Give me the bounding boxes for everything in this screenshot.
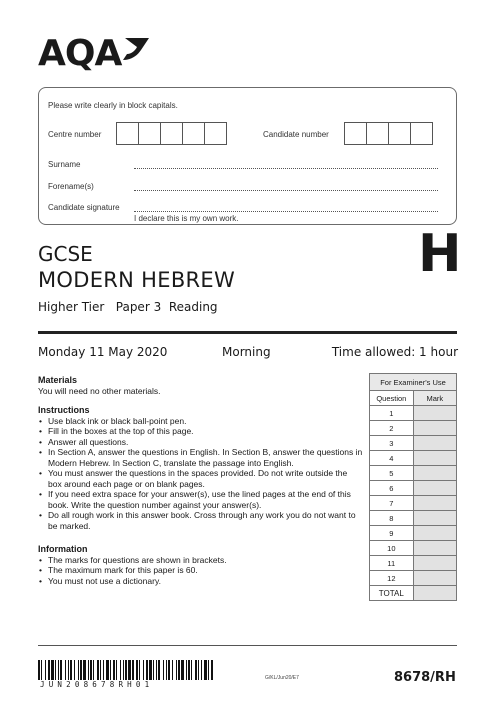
barcode-image bbox=[38, 660, 213, 680]
materials-text: You will need no other materials. bbox=[38, 385, 161, 396]
footer-divider bbox=[38, 645, 457, 646]
mark-cell[interactable] bbox=[413, 556, 456, 571]
question-number: 2 bbox=[370, 421, 414, 436]
information-list bbox=[38, 555, 363, 587]
question-number: 11 bbox=[370, 556, 414, 571]
information-section bbox=[38, 544, 363, 586]
question-number: 7 bbox=[370, 496, 414, 511]
instruction-item: • You must answer the questions in the spaces provided. Do not write outside the box around each page or on blank pages. bbox=[38, 468, 363, 489]
time-allowed: Time allowed: 1 hour bbox=[331, 345, 458, 359]
instruction-item: • Fill in the boxes at the top of this page. bbox=[38, 426, 363, 437]
declaration-text: I declare this is my own work. bbox=[134, 214, 239, 223]
examiner-use-table bbox=[369, 373, 457, 601]
question-number: 5 bbox=[370, 466, 414, 481]
candidate-number-label: Candidate number bbox=[263, 130, 329, 139]
signature-field[interactable] bbox=[134, 211, 438, 212]
barcode-text: JUN208678RH01 bbox=[40, 680, 154, 689]
instruction-item: • In Section A, answer the questions in English. In Section B, answer the questions in Modern Hebrew. In Section C, translate the passage into English. bbox=[38, 447, 363, 468]
information-item: • The marks for questions are shown in brackets. bbox=[38, 555, 363, 566]
total-mark-cell[interactable] bbox=[413, 586, 456, 601]
signature-label: Candidate signature bbox=[48, 203, 120, 212]
question-number: 3 bbox=[370, 436, 414, 451]
candidate-number-digit[interactable] bbox=[410, 122, 433, 145]
mark-column-header: Mark bbox=[413, 391, 456, 406]
paper-code: 8678/RH bbox=[394, 670, 456, 685]
total-label: TOTAL bbox=[370, 586, 414, 601]
block-capitals-prompt: Please write clearly in block capitals. bbox=[48, 101, 178, 110]
candidate-number-digit[interactable] bbox=[388, 122, 411, 145]
tier-letter: H bbox=[418, 224, 462, 284]
title-divider bbox=[38, 331, 457, 334]
instruction-item: • Answer all questions. bbox=[38, 437, 363, 448]
question-number: 4 bbox=[370, 451, 414, 466]
forenames-field[interactable] bbox=[134, 190, 438, 191]
instructions-list bbox=[38, 416, 363, 532]
question-number: 1 bbox=[370, 406, 414, 421]
instruction-item: • If you need extra space for your answer(s), use the lined pages at the end of this book. Write the question number against your answer(s). bbox=[38, 489, 363, 510]
mark-cell[interactable] bbox=[413, 421, 456, 436]
exam-date: Monday 11 May 2020 bbox=[38, 345, 168, 359]
instruction-item: • Use black ink or black ball-point pen. bbox=[38, 416, 363, 427]
centre-number-digit[interactable] bbox=[204, 122, 227, 145]
paper-reference: G/KL/Jun20/E7 bbox=[265, 675, 299, 681]
question-number: 10 bbox=[370, 541, 414, 556]
qualification-title: GCSE bbox=[38, 242, 93, 266]
mark-cell[interactable] bbox=[413, 436, 456, 451]
instructions-section bbox=[38, 405, 363, 531]
mark-cell[interactable] bbox=[413, 511, 456, 526]
candidate-number-digit[interactable] bbox=[366, 122, 389, 145]
centre-number-digit[interactable] bbox=[182, 122, 205, 145]
centre-number-label: Centre number bbox=[48, 130, 102, 139]
centre-number-boxes[interactable] bbox=[117, 122, 227, 145]
centre-number-digit[interactable] bbox=[138, 122, 161, 145]
surname-field[interactable] bbox=[134, 168, 438, 169]
materials-heading: Materials bbox=[38, 375, 78, 385]
mark-cell[interactable] bbox=[413, 571, 456, 586]
information-heading: Information bbox=[38, 544, 88, 554]
question-number: 9 bbox=[370, 526, 414, 541]
mark-cell[interactable] bbox=[413, 406, 456, 421]
question-column-header: Question bbox=[370, 391, 414, 406]
instructions-heading: Instructions bbox=[38, 405, 90, 415]
question-number: 6 bbox=[370, 481, 414, 496]
centre-number-digit[interactable] bbox=[160, 122, 183, 145]
candidate-number-boxes[interactable] bbox=[345, 122, 433, 145]
candidate-number-digit[interactable] bbox=[344, 122, 367, 145]
mark-cell[interactable] bbox=[413, 496, 456, 511]
forenames-label: Forename(s) bbox=[48, 182, 94, 191]
mark-cell[interactable] bbox=[413, 481, 456, 496]
mark-cell[interactable] bbox=[413, 451, 456, 466]
mark-cell[interactable] bbox=[413, 466, 456, 481]
instruction-item: • Do all rough work in this answer book. Cross through any work you do not want to be marked. bbox=[38, 510, 363, 531]
examiner-use-title: For Examiner's Use bbox=[370, 374, 457, 391]
centre-number-digit[interactable] bbox=[116, 122, 139, 145]
exam-session: Morning bbox=[222, 345, 271, 359]
question-number: 8 bbox=[370, 511, 414, 526]
subject-title: MODERN HEBREW bbox=[38, 268, 236, 292]
information-item: • The maximum mark for this paper is 60. bbox=[38, 565, 363, 576]
mark-cell[interactable] bbox=[413, 526, 456, 541]
surname-label: Surname bbox=[48, 160, 81, 169]
mark-cell[interactable] bbox=[413, 541, 456, 556]
aqa-leaf-mark-icon bbox=[121, 38, 149, 60]
information-item: • You must not use a dictionary. bbox=[38, 576, 363, 587]
aqa-logo: AQA bbox=[38, 33, 122, 74]
question-number: 12 bbox=[370, 571, 414, 586]
materials-section bbox=[38, 375, 363, 396]
tier-paper-line: Higher Tier Paper 3 Reading bbox=[38, 300, 218, 314]
